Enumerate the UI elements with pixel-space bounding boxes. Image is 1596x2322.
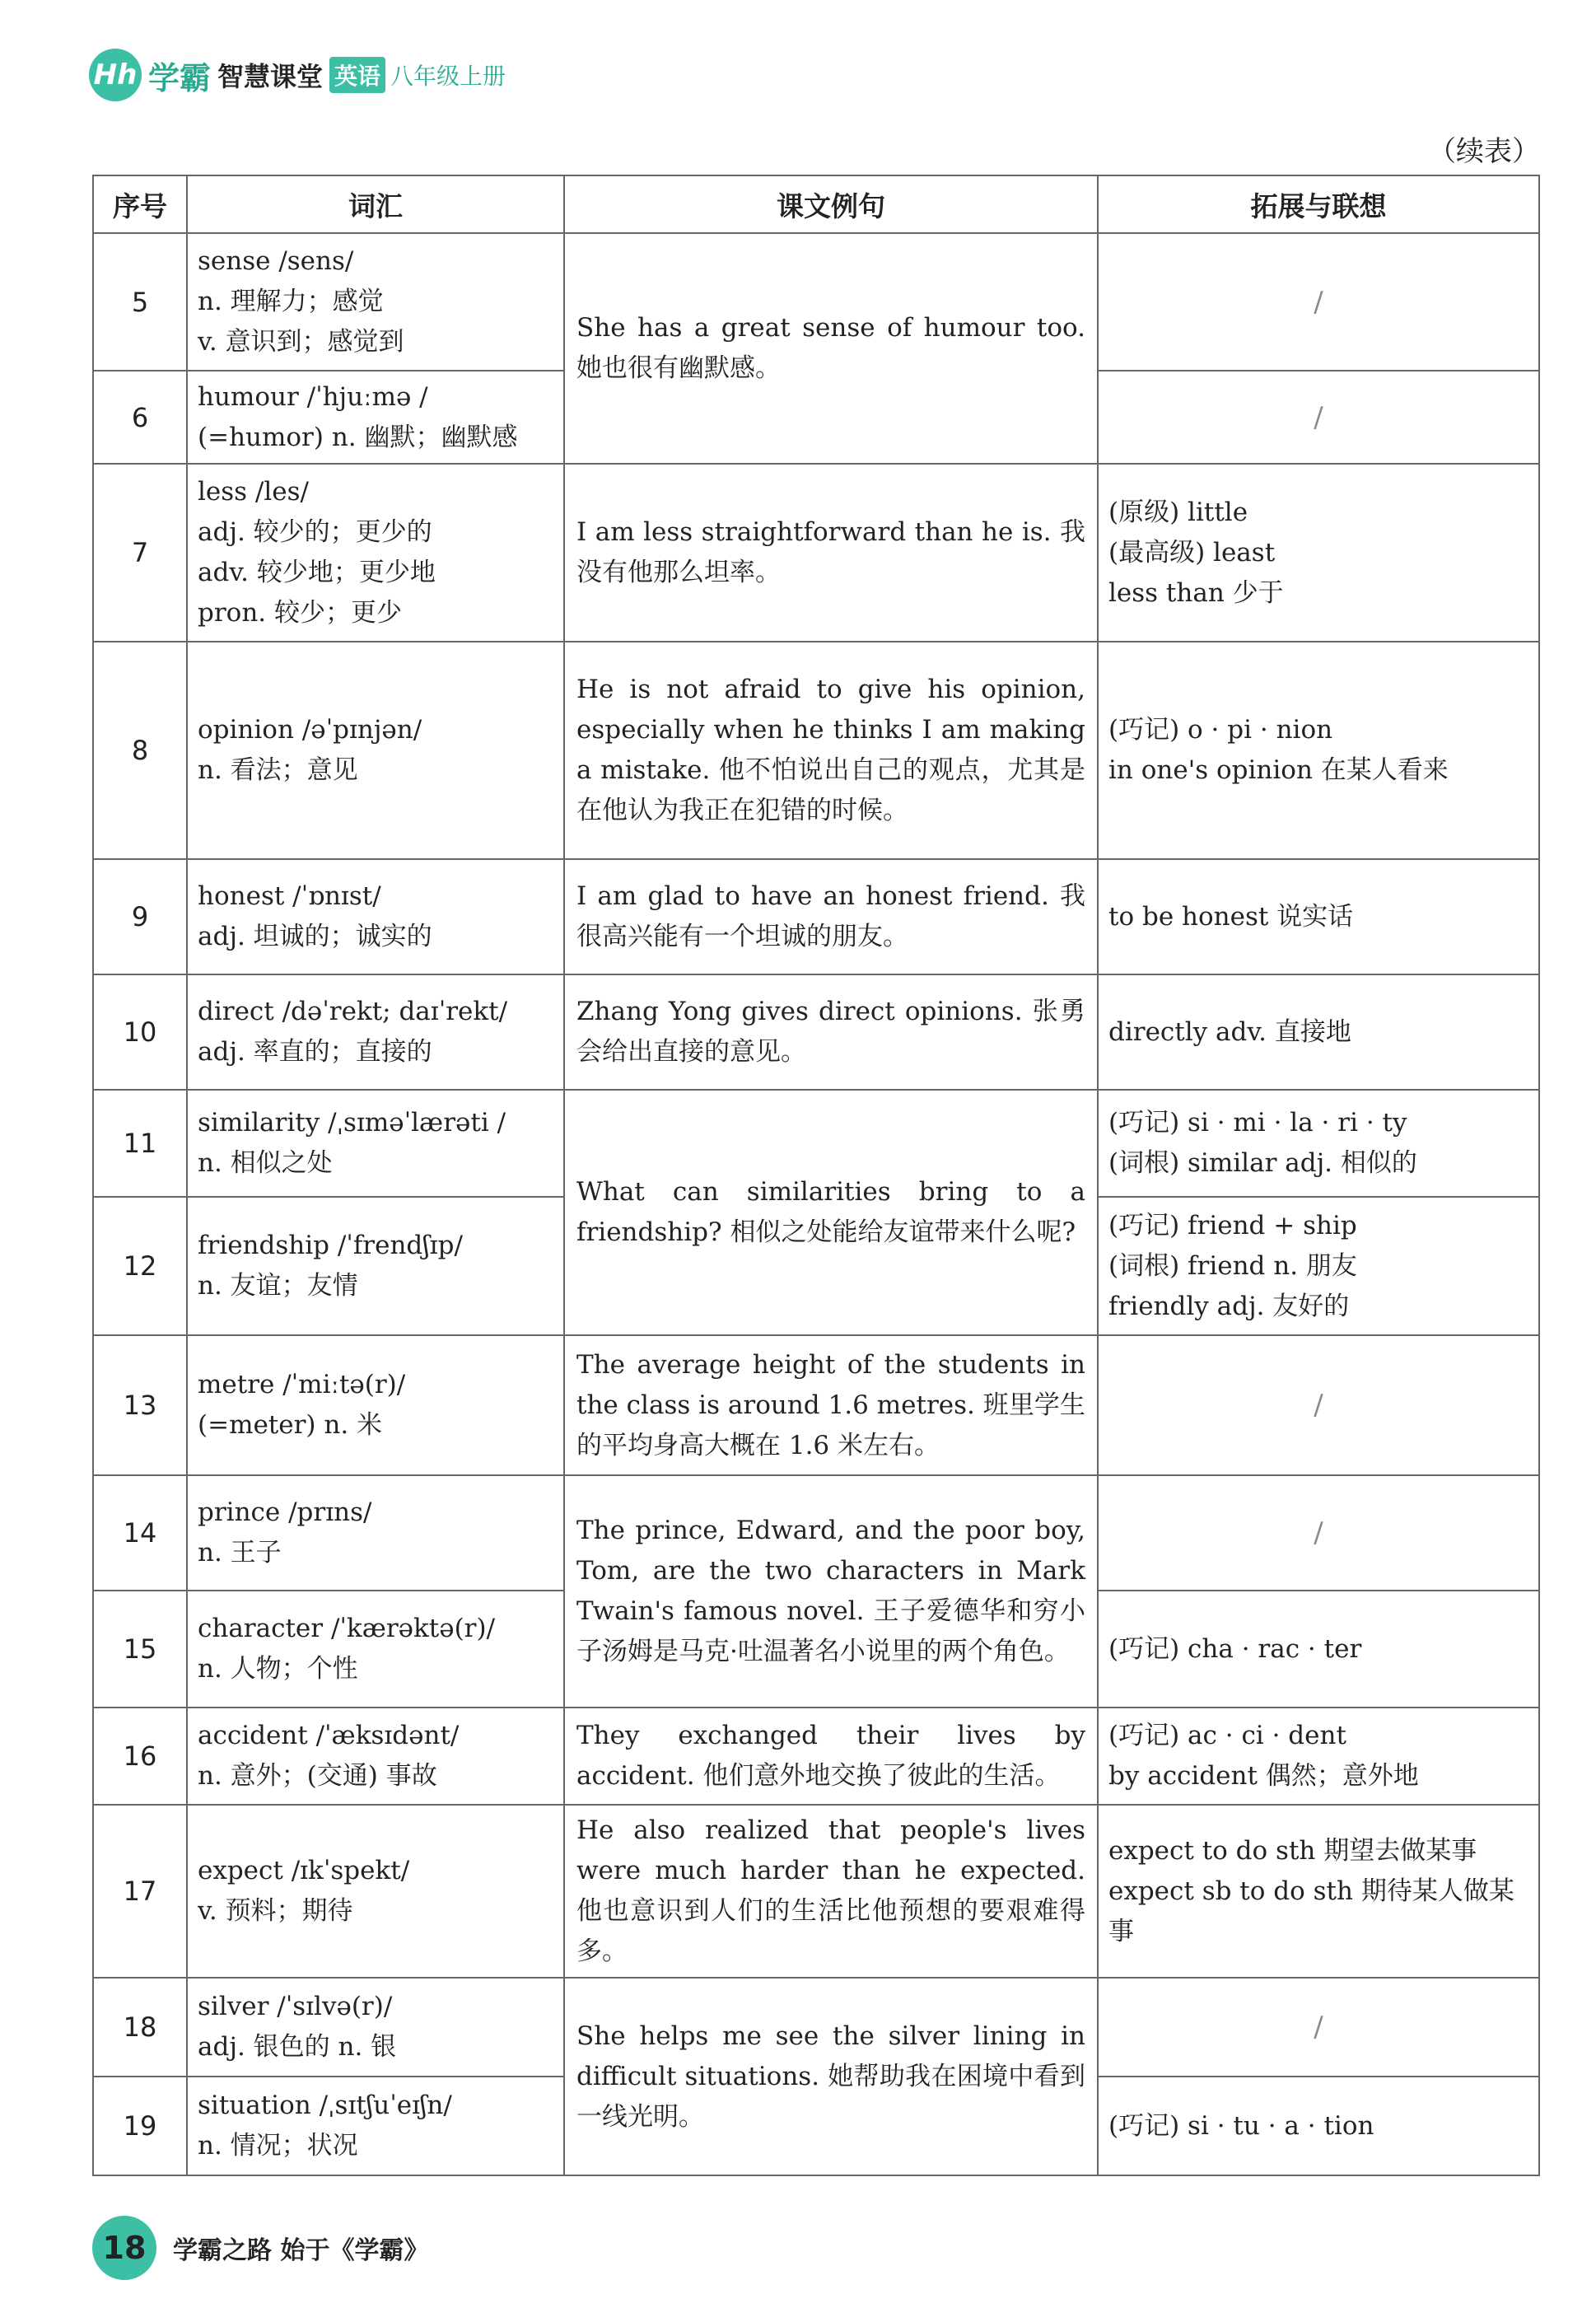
extension-line: (巧记) si · mi · la · ri · ty (1108, 1108, 1407, 1138)
extension-cell: directly adv. 直接地 (1098, 974, 1539, 1090)
col-header-word: 词汇 (187, 175, 564, 233)
extension-cell: / (1098, 1335, 1539, 1475)
table-row (93, 1805, 1539, 1978)
extension-line: friendly adj. 友好的 (1108, 1291, 1350, 1321)
table-row (93, 1708, 1539, 1805)
extension-line: (词根) similar adj. 相似的 (1108, 1148, 1417, 1178)
vocab-headword: prince /prɪns/ (198, 1497, 372, 1527)
vocab-meaning: adv. 较少地；更少地 (198, 558, 436, 587)
vocab-meaning: n. 理解力；感觉 (198, 287, 384, 316)
extension-cell: / (1098, 1475, 1539, 1591)
table-row (93, 464, 1539, 642)
example-sentence: He is not afraid to give his opinion, especially when he thinks I am making a mistake. 他不怕说出自己的观点，尤其是在他认为我正在犯错的时候。 (564, 642, 1098, 859)
vocab-cell (187, 1197, 564, 1335)
extension-line: (词根) friend n. 朋友 (1108, 1250, 1357, 1281)
extension-line: (巧记) ac · ci · dent (1108, 1721, 1346, 1750)
vocab-headword: character /ˈkærəktə(r)/ (198, 1614, 496, 1643)
vocab-meaning: adj. 较少的；更少的 (198, 517, 432, 547)
row-number: 10 (93, 974, 187, 1090)
subject-badge: 英语 (329, 57, 385, 93)
vocab-cell (187, 1090, 564, 1197)
table-header-row (93, 175, 1539, 233)
vocab-meaning: v. 意识到；感觉到 (198, 327, 404, 357)
extension-line: (原级) little (1108, 497, 1248, 527)
extension-line: (巧记) o · pi · nion (1108, 715, 1333, 745)
vocab-cell (187, 1591, 564, 1708)
vocab-headword: direct /dəˈrekt; daɪˈrekt/ (198, 997, 508, 1026)
vocab-meaning: n. 看法；意见 (198, 755, 358, 785)
vocab-headword: opinion /əˈpɪnjən/ (198, 715, 422, 745)
row-number: 13 (93, 1335, 187, 1475)
vocab-headword: friendship /ˈfrendʃɪp/ (198, 1231, 463, 1260)
extension-cell (1098, 642, 1539, 859)
page-header (89, 46, 506, 104)
extension-cell (1098, 1090, 1539, 1197)
vocab-meaning: n. 人物；个性 (198, 1654, 358, 1684)
vocab-meaning: v. 预料；期待 (198, 1896, 353, 1926)
vocab-headword: sense /sens/ (198, 246, 354, 276)
table-row (93, 859, 1539, 974)
extension-cell: (巧记) si · tu · a · tion (1098, 2077, 1539, 2175)
example-sentence: They exchanged their lives by accident. 他们意外地交换了彼此的生活。 (564, 1708, 1098, 1805)
table-row (93, 1978, 1539, 2077)
extension-cell: / (1098, 233, 1539, 371)
example-sentence: The prince, Edward, and the poor boy, Tom, are the two characters in Mark Twain's famous novel. 王子爱德华和穷小子汤姆是马克·吐温著名小说里的两个角色。 (564, 1475, 1098, 1708)
vocab-cell (187, 233, 564, 371)
table-row (93, 1475, 1539, 1591)
extension-line: expect to do sth 期望去做某事 (1108, 1835, 1477, 1866)
extension-cell: (巧记) cha · rac · ter (1098, 1591, 1539, 1708)
vocab-headword: honest /ˈɒnɪst/ (198, 881, 381, 911)
row-number: 11 (93, 1090, 187, 1197)
vocab-cell (187, 642, 564, 859)
row-number: 6 (93, 371, 187, 464)
row-number: 8 (93, 642, 187, 859)
vocab-headword: accident /ˈæksɪdənt/ (198, 1721, 460, 1750)
col-header-extension: 拓展与联想 (1098, 175, 1539, 233)
vocab-cell (187, 464, 564, 642)
row-number: 19 (93, 2077, 187, 2175)
row-number: 15 (93, 1591, 187, 1708)
extension-cell (1098, 464, 1539, 642)
example-sentence: Zhang Yong gives direct opinions. 张勇会给出直接的意见。 (564, 974, 1098, 1090)
extension-cell: / (1098, 371, 1539, 464)
extension-cell (1098, 1197, 1539, 1335)
table-row (93, 974, 1539, 1090)
vocab-meaning: (=humor) n. 幽默；幽默感 (198, 422, 518, 452)
example-sentence: I am glad to have an honest friend. 我很高兴能有一个坦诚的朋友。 (564, 859, 1098, 974)
extension-line: (最高级) least (1108, 537, 1276, 568)
vocab-meaning: n. 相似之处 (198, 1148, 333, 1178)
vocab-cell (187, 859, 564, 974)
brand-logo-icon: Hh (89, 49, 142, 101)
row-number: 7 (93, 464, 187, 642)
grade-label: 八年级上册 (390, 63, 506, 90)
col-header-example: 课文例句 (564, 175, 1098, 233)
vocab-meaning: n. 意外；(交通) 事故 (198, 1761, 437, 1791)
vocab-meaning: n. 友谊；友情 (198, 1271, 358, 1301)
extension-line: in one's opinion 在某人看来 (1108, 755, 1449, 785)
page-footer (92, 2216, 428, 2280)
table-row (93, 233, 1539, 371)
vocab-cell (187, 974, 564, 1090)
vocab-headword: humour /ˈhjuːmə / (198, 381, 428, 412)
footer-slogan: 学霸之路 始于《学霸》 (173, 2236, 429, 2265)
vocab-meaning: n. 情况；状况 (198, 2131, 358, 2161)
col-header-num: 序号 (93, 175, 187, 233)
vocab-headword: silver /ˈsɪlvə(r)/ (198, 1992, 393, 2021)
extension-line: less than 少于 (1108, 577, 1284, 608)
row-number: 18 (93, 1978, 187, 2077)
vocab-meaning: (=meter) n. 米 (198, 1410, 383, 1440)
table-row (93, 642, 1539, 859)
vocab-headword: situation /ˌsɪtʃuˈeɪʃn/ (198, 2091, 452, 2120)
series-name: 智慧课堂 (217, 61, 324, 92)
extension-line: (巧记) friend + ship (1108, 1210, 1357, 1240)
continued-label: （续表） (1428, 135, 1540, 168)
row-number: 17 (93, 1805, 187, 1978)
table-row (93, 1090, 1539, 1197)
vocab-meaning: n. 王子 (198, 1538, 282, 1567)
table-row (93, 1335, 1539, 1475)
extension-cell: to be honest 说实话 (1098, 859, 1539, 974)
example-sentence: The average height of the students in the class is around 1.6 metres. 班里学生的平均身高大概在 1.6 米左右。 (564, 1335, 1098, 1475)
vocab-meaning: pron. 较少；更少 (198, 598, 402, 628)
vocab-meaning: adj. 银色的 n. 银 (198, 2032, 397, 2062)
page-number: 18 (92, 2216, 156, 2280)
row-number: 12 (93, 1197, 187, 1335)
extension-line: expect sb to do sth 期待某人做某事 (1108, 1876, 1514, 1946)
vocab-cell (187, 1335, 564, 1475)
row-number: 9 (93, 859, 187, 974)
vocab-headword: similarity /ˌsɪməˈlærəti / (198, 1108, 506, 1138)
example-sentence: She has a great sense of humour too. 她也很有幽默感。 (564, 233, 1098, 464)
extension-cell: / (1098, 1978, 1539, 2077)
extension-cell (1098, 1805, 1539, 1978)
vocab-meaning: adj. 率直的；直接的 (198, 1037, 432, 1067)
vocab-headword: less /les/ (198, 477, 309, 507)
vocab-cell (187, 2077, 564, 2175)
vocab-meaning: adj. 坦诚的；诚实的 (198, 922, 432, 951)
row-number: 5 (93, 233, 187, 371)
example-sentence: I am less straightforward than he is. 我没有他那么坦率。 (564, 464, 1098, 642)
example-sentence: He also realized that people's lives were much harder than he expected. 他也意识到人们的生活比他预想的要艰难得多。 (564, 1805, 1098, 1978)
vocab-headword: expect /ɪkˈspekt/ (198, 1856, 410, 1885)
brand-name: 学霸 (148, 59, 212, 96)
example-sentence: What can similarities bring to a friendship? 相似之处能给友谊带来什么呢? (564, 1090, 1098, 1335)
extension-cell (1098, 1708, 1539, 1805)
vocab-headword: metre /ˈmiːtə(r)/ (198, 1370, 406, 1399)
vocab-cell (187, 371, 564, 464)
vocab-cell (187, 1805, 564, 1978)
extension-line: by accident 偶然；意外地 (1108, 1761, 1419, 1791)
vocab-cell (187, 1708, 564, 1805)
vocab-cell (187, 1475, 564, 1591)
vocabulary-table (92, 175, 1540, 2176)
vocab-cell (187, 1978, 564, 2077)
row-number: 16 (93, 1708, 187, 1805)
row-number: 14 (93, 1475, 187, 1591)
example-sentence: She helps me see the silver lining in difficult situations. 她帮助我在困境中看到一线光明。 (564, 1978, 1098, 2175)
